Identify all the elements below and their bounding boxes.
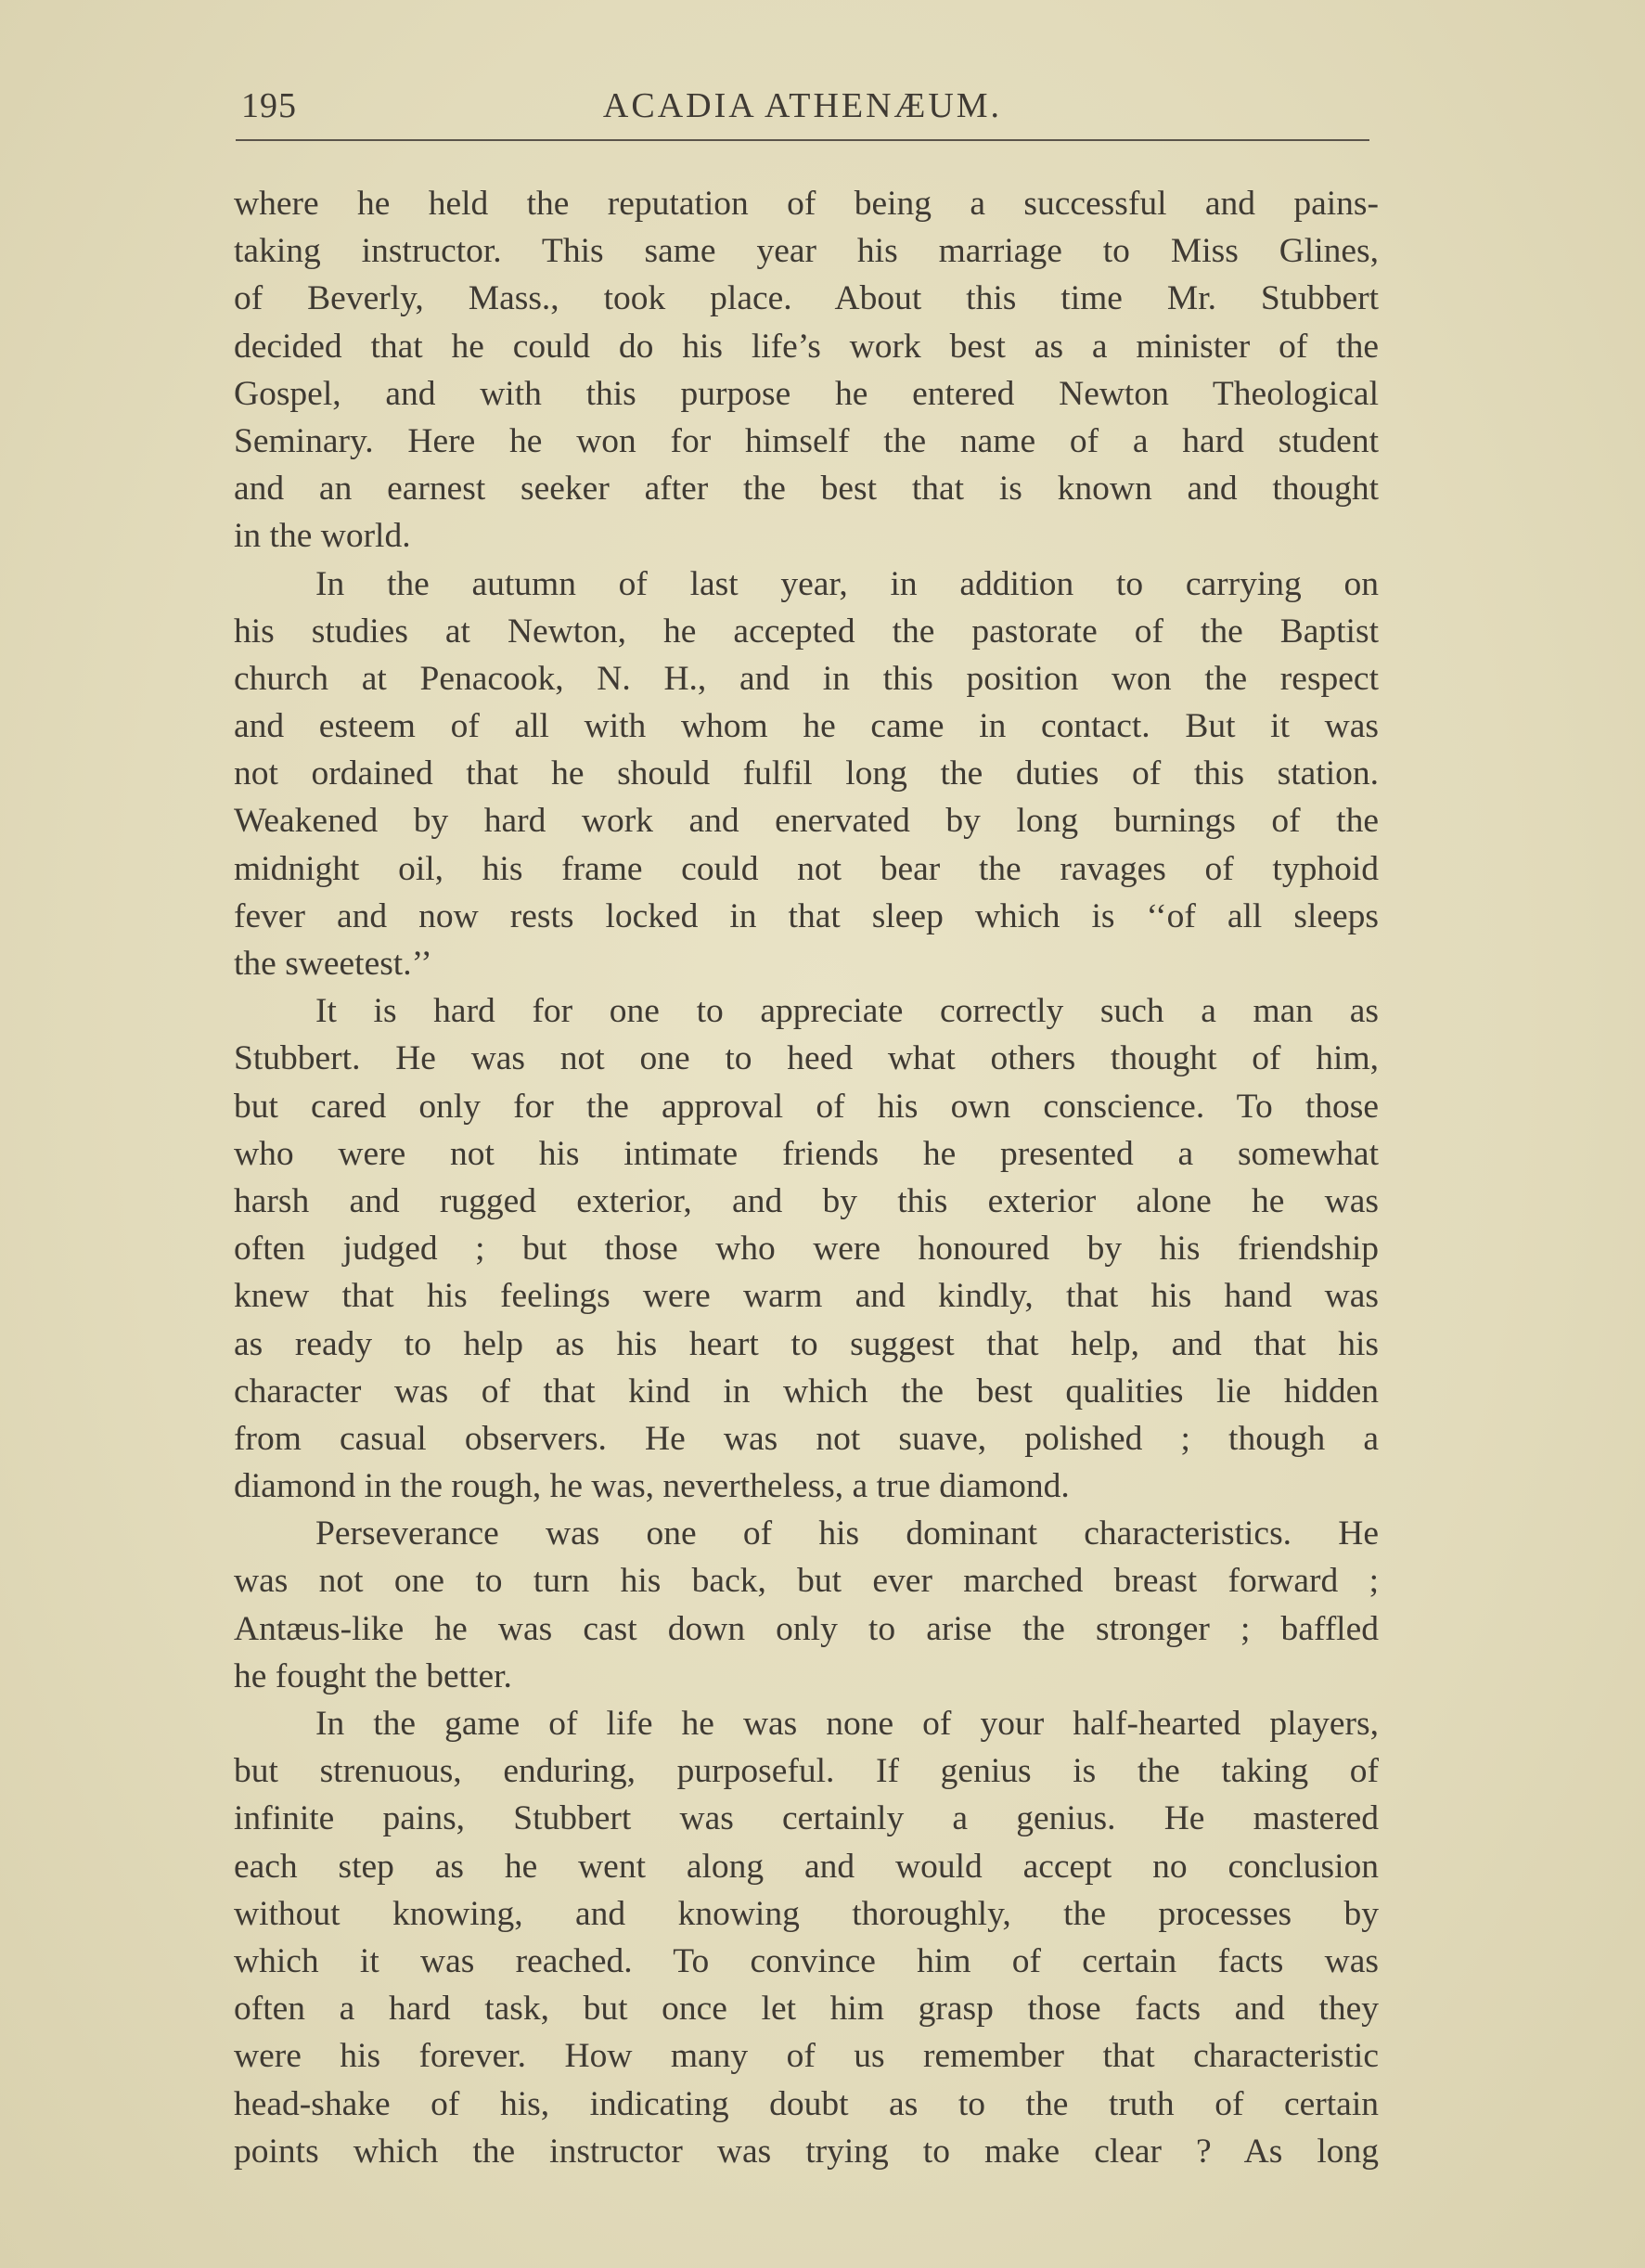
text-line: taking instructor. This same year his marriage to Miss Glines, xyxy=(234,232,1379,271)
running-header xyxy=(236,78,1369,141)
text-line: decided that he could do his life’s work best as a minister of the xyxy=(234,327,1379,366)
text-line: character was of that kind in which the best qualities lie hidden xyxy=(234,1372,1379,1411)
text-line: as ready to help as his heart to suggest that help, and that his xyxy=(234,1324,1379,1363)
text-line: It is hard for one to appreciate correctly such a man as xyxy=(315,992,1379,1031)
text-line: who were not his intimate friends he presented a somewhat xyxy=(234,1134,1379,1173)
text-line: his studies at Newton, he accepted the pastorate of the Baptist xyxy=(234,612,1379,651)
text-line: diamond in the rough, he was, nevertheless, a true diamond. xyxy=(234,1467,1070,1506)
text-line: Weakened by hard work and enervated by long burnings of the xyxy=(234,802,1379,841)
text-line: harsh and rugged exterior, and by this exterior alone he was xyxy=(234,1181,1379,1220)
text-line: not ordained that he should fulfil long the duties of this station. xyxy=(234,754,1379,793)
text-line: which it was reached. To convince him of certain facts was xyxy=(234,1941,1379,1980)
text-line: points which the instructor was trying to make clear ? As long xyxy=(234,2132,1379,2171)
body-text xyxy=(234,180,1379,2175)
text-line: but cared only for the approval of his own conscience. To those xyxy=(234,1087,1379,1126)
text-line: church at Penacook, N. H., and in this position won the respect xyxy=(234,659,1379,698)
text-line: where he held the reputation of being a successful and pains- xyxy=(234,185,1379,223)
text-line: but strenuous, enduring, purposeful. If genius is the taking of xyxy=(234,1752,1379,1791)
text-line: In the autumn of last year, in addition to carrying on xyxy=(315,564,1379,603)
text-line: fever and now rests locked in that sleep which is ‘‘of all sleeps xyxy=(234,896,1379,935)
page-number: 195 xyxy=(241,86,297,125)
text-line: he fought the better. xyxy=(234,1656,512,1695)
journal-title: ACADIA ATHENÆUM. xyxy=(602,86,1003,125)
text-line: without knowing, and knowing thoroughly, the processes by xyxy=(234,1894,1379,1933)
text-line: knew that his feelings were warm and kindly, that his hand was xyxy=(234,1277,1379,1316)
text-line: head-shake of his, indicating doubt as to the truth of certain xyxy=(234,2084,1379,2123)
text-line: midnight oil, his frame could not bear the ravages of typhoid xyxy=(234,849,1379,888)
text-line: each step as he went along and would accept no conclusion xyxy=(234,1847,1379,1886)
text-line: of Beverly, Mass., took place. About this time Mr. Stubbert xyxy=(234,279,1379,318)
text-line: Seminary. Here he won for himself the name of a hard student xyxy=(234,421,1379,460)
text-line: from casual observers. He was not suave, polished ; though a xyxy=(234,1419,1379,1458)
text-line: In the game of life he was none of your half-hearted players, xyxy=(315,1705,1379,1743)
text-line: the sweetest.’’ xyxy=(234,945,432,983)
text-line: often judged ; but those who were honoured by his friendship xyxy=(234,1230,1379,1269)
text-line: Gospel, and with this purpose he entered Newton Theological xyxy=(234,374,1379,413)
text-line: was not one to turn his back, but ever marched breast forward ; xyxy=(234,1562,1379,1601)
text-line: Antæus-like he was cast down only to arise the stronger ; baffled xyxy=(234,1609,1379,1648)
text-line: in the world. xyxy=(234,517,411,556)
text-line: Perseverance was one of his dominant characteristics. He xyxy=(315,1514,1379,1553)
text-line: and an earnest seeker after the best that is known and thought xyxy=(234,470,1379,509)
text-line: were his forever. How many of us remember that characteristic xyxy=(234,2037,1379,2076)
text-line: infinite pains, Stubbert was certainly a genius. He mastered xyxy=(234,1799,1379,1838)
text-line: and esteem of all with whom he came in contact. But it was xyxy=(234,707,1379,746)
text-line: often a hard task, but once let him grasp those facts and they xyxy=(234,1990,1379,2029)
text-line: Stubbert. He was not one to heed what others thought of him, xyxy=(234,1039,1379,1078)
